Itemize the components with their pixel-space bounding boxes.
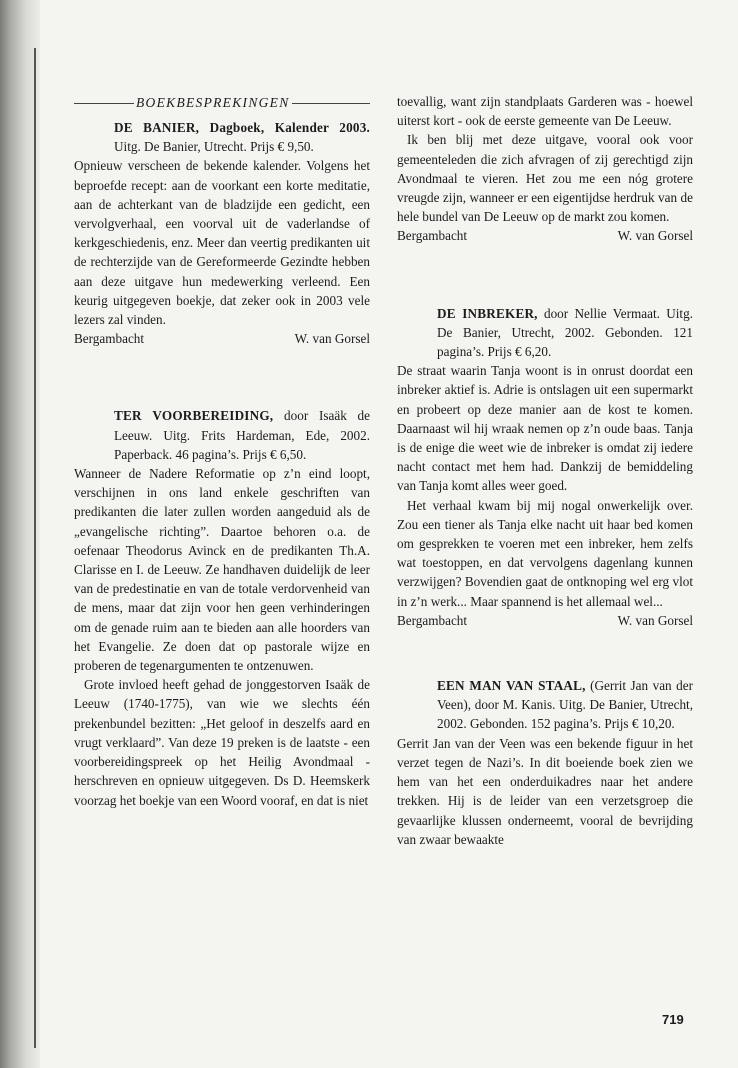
review-title-rest: Dagboek, Kalender 2003. bbox=[199, 120, 370, 135]
spacer bbox=[397, 630, 693, 676]
book-page bbox=[40, 0, 738, 1068]
review-title: TER VOORBEREIDING, bbox=[114, 408, 274, 424]
review-heading-een-man-van-staal bbox=[397, 676, 693, 734]
review-paragraph: Opnieuw verscheen de bekende kalender. Volgens het beproefde recept: aan de voorkant een korte meditatie, aan de achterkant van de bladzijde een gedicht, een vervolgverhaal, een voorval uit de vaderlandse of kerkgeschiedenis, enz. Meer dan veertig predikanten uit de rechterzijde van de Gereformeerde Gezindte hebben aan deze uitgave hun medewerking verleend. Een keurig uitgegeven boekje, dat zeker ook in 2003 vele lezers zal vinden. bbox=[74, 158, 370, 328]
review-meta: Uitg. De Banier, Utrecht. Prijs € 9,50. bbox=[114, 139, 314, 155]
spacer bbox=[74, 348, 370, 406]
review-place: Bergambacht bbox=[74, 331, 145, 347]
review-place: Bergambacht bbox=[397, 612, 468, 628]
reviewer-name: W. van Gorsel bbox=[294, 331, 370, 347]
review-meta: door Isaäk de Leeuw. Uitg. Frits Hardeman, Ede, 2002. Paperback. 46 pagina’s. Prijs € 6,50. bbox=[114, 408, 370, 462]
left-column bbox=[74, 92, 370, 810]
review-paragraph: Gerrit Jan van der Veen was een bekende figuur in het verzet tegen de Nazi’s. In dit boeiende boek zien we hem van het een onderduikadres naar het andere trekken. Hij is de leider van een verzetsgroep die gevaarlijke klussen onderneemt, vooral de bevrijding van zwaar bewaakte bbox=[397, 735, 693, 847]
review-signature bbox=[74, 329, 370, 348]
review-paragraph-continued: toevallig, want zijn standplaats Garderen was - hoewel uiterst kort - ook de eerste gemeente van De Leeuw. bbox=[397, 94, 693, 129]
review-heading-de-inbreker bbox=[397, 304, 693, 362]
review-title: EEN MAN VAN STAAL, bbox=[437, 678, 586, 694]
header-rule-right bbox=[292, 103, 370, 104]
review-meta: (Gerrit Jan van der Veen), door M. Kanis. Uitg. De Banier, Utrecht, 2002. Gebonden. 152 pagina’s. Prijs € 10,20. bbox=[437, 678, 693, 732]
page-number: 719 bbox=[662, 1012, 684, 1027]
review-heading-banier bbox=[74, 118, 370, 156]
review-place: Bergambacht bbox=[397, 228, 468, 244]
review-paragraph: Het verhaal kwam bij mij nogal onwerkelijk over. Zou een tiener als Tanja elke nacht uit haar bed komen om gesprekken te voeren met een inbreker, hem zelfs wat toestoppen, en dat vervolgens dagenlang kunnen verzwijgen? Bovendien gaat de ontknoping wel erg vlot in z’n werk... Maar spannend is het allemaal wel... bbox=[397, 497, 693, 609]
section-title: BOEKBESPREKINGEN bbox=[136, 95, 290, 111]
reviewer-name: W. van Gorsel bbox=[617, 228, 693, 244]
review-signature bbox=[397, 226, 693, 245]
spacer bbox=[397, 246, 693, 304]
review-title: DE INBREKER, bbox=[437, 305, 538, 321]
review-paragraph: Wanneer de Nadere Reformatie op z’n eind loopt, verschijnen in ons land enkele geschriften van predikanten die later zullen worden aangeduid als de „evangelische richting”. Daartoe behoren o.a. de oefenaar Theodorus Avinck en de predikanten Th.A. Clarisse en I. de Leeuw. Ze handhaven duidelijk de leer van de predestinatie en van de totale verdorvenheid van de mens, maar dat zijn voor hen geen verhinderingen om de genade ruim aan te bieden aan alle hoorders van het Evangelie. Ze doen dat op pastorale wijze en proberen de tegenargumenten te ontzenuwen. bbox=[74, 466, 370, 674]
review-heading-ter-voorbereiding bbox=[74, 406, 370, 464]
review-title: DE BANIER, bbox=[114, 120, 200, 135]
review-paragraph: Grote invloed heeft gehad de jonggestorven Isaäk de Leeuw (1740-1775), van wie we slechts één prekenbundel bezitten: „Het geloof in deszelfs aard en vrugt verklaard”. Van deze 19 preken is de laatste - een voorbereidingspreek op het Heilig Avondmaal - herschreven en opnieuw uitgegeven. Ds D. Heemskerk voorzag het boekje van een Woord vooraf, en dat is niet bbox=[74, 677, 370, 808]
reviewer-name: W. van Gorsel bbox=[617, 612, 693, 628]
binding-edge-line bbox=[34, 48, 36, 1048]
review-paragraph: Ik ben blij met deze uitgave, vooral ook voor gemeenteleden die zich afvragen of zij gerechtigd zijn Avondmaal te vieren. Het zou me een nóg grotere vreugde zijn, wanneer er een eigentijdse herdruk van de hele bundel van De Leeuw op de markt zou komen. bbox=[397, 132, 693, 225]
review-signature bbox=[397, 611, 693, 630]
review-meta: door Nellie Vermaat. Uitg. De Banier, Utrecht, 2002. Gebonden. 121 pagina’s. Prijs € 6,20. bbox=[437, 305, 693, 360]
review-paragraph: De straat waarin Tanja woont is in onrust doordat een inbreker aktief is. Adrie is ontslagen uit een supermarkt en probeert op deze manier aan de kost te komen. Daarnaast wil hij wraak nemen op z’n oude baas. Tanja is de enige die weet wie de inbreker is omdat zij iedere nacht contact met hem had. Dankzij de bemiddeling van Tanja komt alles weer goed. bbox=[397, 363, 693, 494]
section-header bbox=[74, 92, 370, 114]
header-rule-left bbox=[74, 103, 134, 104]
right-column bbox=[397, 92, 693, 849]
